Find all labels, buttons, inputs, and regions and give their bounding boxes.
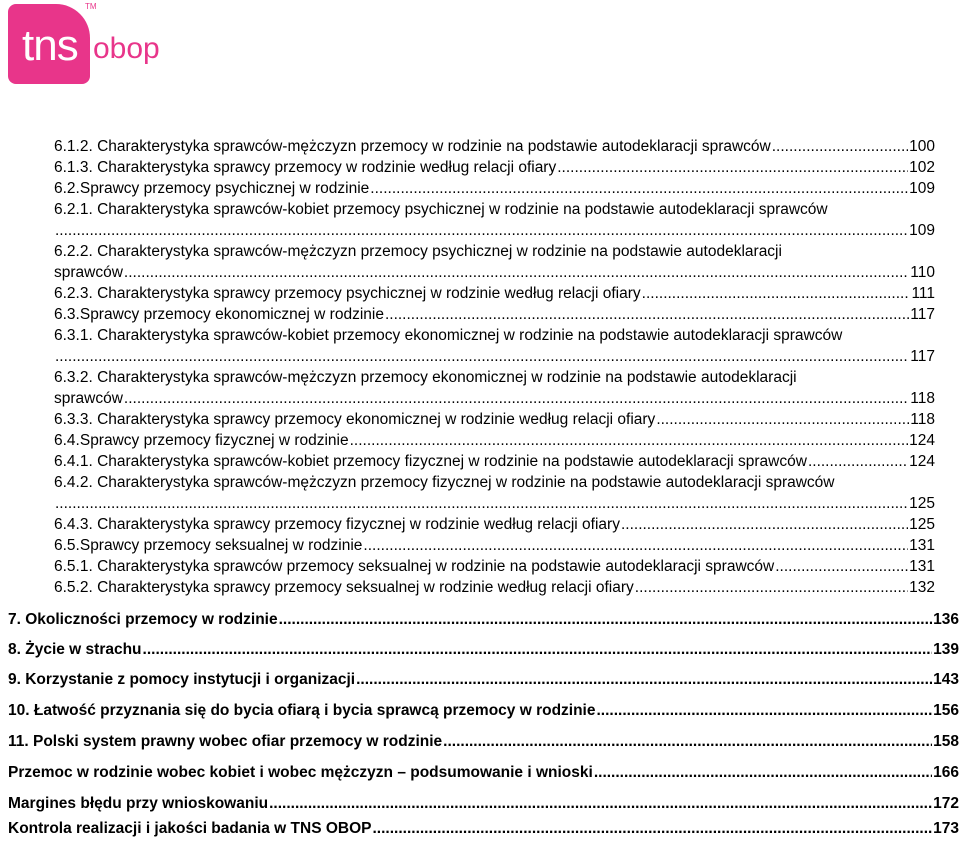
toc-entry[interactable] [54, 535, 935, 556]
toc-page-number: 139 [933, 641, 959, 658]
toc-page-number: 124 [909, 432, 935, 449]
toc-leader-dots [621, 514, 908, 535]
toc-entry[interactable] [54, 451, 935, 472]
toc-page-number: 109 [909, 222, 935, 239]
toc-leader-dots [635, 577, 908, 598]
toc-page-number: 143 [933, 671, 959, 688]
toc-entry-title: 6.2.1. Charakterystyka sprawców-kobiet przemocy psychicznej w rodzinie na podstawie autodeklaracji sprawców [54, 201, 828, 218]
toc-chapter[interactable] [8, 793, 959, 814]
toc-entry[interactable] [54, 325, 935, 367]
toc-entry-title: 6.2.2. Charakterystyka sprawców-mężczyzn przemocy psychicznej w rodzinie na podstawie autodeklaracji [54, 243, 782, 260]
toc-entry[interactable] [54, 409, 935, 430]
toc-leader-dots [370, 178, 908, 199]
toc-entry-title: 6.4.3. Charakterystyka sprawcy przemocy fizycznej w rodzinie według relacji ofiary [54, 516, 620, 533]
toc-entry-title-cont: sprawców [54, 390, 123, 407]
tns-logo [8, 4, 90, 84]
toc-entry-title: 6.5.Sprawcy przemocy seksualnej w rodzinie [54, 537, 363, 554]
toc-page-number: 124 [909, 453, 935, 470]
toc-leader-dots [642, 283, 911, 304]
toc-entry[interactable] [54, 577, 935, 598]
toc-page-number: 100 [909, 138, 935, 155]
toc-leader-dots [597, 700, 933, 721]
toc-page-number: 166 [933, 764, 959, 781]
toc-leader-dots [772, 136, 908, 157]
toc-entry-title: 6.4.2. Charakterystyka sprawców-mężczyzn przemocy fizycznej w rodzinie na podstawie autodeklaracji sprawców [54, 474, 835, 491]
toc-leader-dots [55, 220, 908, 241]
toc-page-number: 131 [909, 537, 935, 554]
toc-page-number: 136 [933, 611, 959, 628]
toc-chapter-title: Kontrola realizacji i jakości badania w TNS OBOP [8, 820, 372, 837]
toc-entry-title: 6.5.1. Charakterystyka sprawców przemocy seksualnej w rodzinie na podstawie autodeklaracji sprawców [54, 558, 775, 575]
toc-entry-title: 6.2.Sprawcy przemocy psychicznej w rodzinie [54, 180, 370, 197]
toc-page-number: 117 [910, 348, 935, 365]
logo-obop-text: obop [93, 32, 160, 65]
toc-entry[interactable] [54, 241, 935, 283]
toc-chapter[interactable] [8, 609, 959, 630]
toc-entry-title: 6.3.Sprawcy przemocy ekonomicznej w rodzinie [54, 306, 384, 323]
toc-chapter-title: 10. Łatwość przyznania się do bycia ofiarą i bycia sprawcą przemocy w rodzinie [8, 702, 596, 719]
toc-leader-dots [557, 157, 908, 178]
toc-chapter-title: 9. Korzystanie z pomocy instytucji i organizacji [8, 671, 356, 688]
logo-trademark: TM [85, 2, 97, 11]
toc-chapter[interactable] [8, 639, 959, 660]
toc-entry[interactable] [54, 283, 935, 304]
toc-chapter[interactable] [8, 700, 959, 721]
toc-leader-dots [808, 451, 908, 472]
toc-page-number: 102 [909, 159, 935, 176]
toc-entry[interactable] [54, 430, 935, 451]
toc-chapter[interactable] [8, 669, 959, 690]
toc-page-number: 125 [909, 495, 935, 512]
toc-page-number: 118 [910, 411, 935, 428]
toc-entry-title: 6.2.3. Charakterystyka sprawcy przemocy psychicznej w rodzinie według relacji ofiary [54, 285, 641, 302]
toc-leader-dots [775, 556, 908, 577]
toc-entry-title: 6.5.2. Charakterystyka sprawcy przemocy seksualnej w rodzinie według relacji ofiary [54, 579, 634, 596]
toc-leader-dots [350, 430, 909, 451]
toc-leader-dots [656, 409, 909, 430]
toc-leader-dots [55, 493, 908, 514]
toc-chapter[interactable] [8, 818, 959, 839]
toc-page-number: 117 [910, 306, 935, 323]
toc-entry-title: 6.1.2. Charakterystyka sprawców-mężczyzn przemocy w rodzinie na podstawie autodeklaracji sprawców [54, 138, 771, 155]
toc-page-number: 173 [933, 820, 959, 837]
toc-entry[interactable] [54, 136, 935, 157]
toc-entry[interactable] [54, 556, 935, 577]
toc-entry-title: 6.3.2. Charakterystyka sprawców-mężczyzn przemocy ekonomicznej w rodzinie na podstawie autodeklaracji [54, 369, 797, 386]
toc-page-number: 158 [933, 733, 959, 750]
toc-chapter[interactable] [8, 762, 959, 783]
toc-chapter[interactable] [8, 731, 959, 752]
toc-leader-dots [373, 818, 933, 839]
toc-chapter-title: Przemoc w rodzinie wobec kobiet i wobec mężczyzn – podsumowanie i wnioski [8, 764, 593, 781]
toc-page-number: 131 [909, 558, 935, 575]
toc-leader-dots [363, 535, 908, 556]
toc-page-number: 132 [909, 579, 935, 596]
toc-entry-title: 6.4.1. Charakterystyka sprawców-kobiet przemocy fizycznej w rodzinie na podstawie autodeklaracji sprawców [54, 453, 807, 470]
toc-leader-dots [594, 762, 932, 783]
toc-entry-title: 6.4.Sprawcy przemocy fizycznej w rodzinie [54, 432, 349, 449]
toc-leader-dots [443, 731, 932, 752]
toc-leader-dots [269, 793, 932, 814]
toc-entry[interactable] [54, 157, 935, 178]
toc-entry[interactable] [54, 178, 935, 199]
toc-leader-dots [385, 304, 909, 325]
toc-entry[interactable] [54, 472, 935, 514]
toc-chapter-title: Margines błędu przy wnioskowaniu [8, 795, 269, 812]
toc-page-number: 109 [909, 180, 935, 197]
toc-leader-dots [124, 388, 909, 409]
toc-leader-dots [279, 609, 933, 630]
toc-entry[interactable] [54, 514, 935, 535]
toc-entry[interactable] [54, 199, 935, 241]
logo-brand-text: tns [22, 21, 78, 70]
toc-entry-title: 6.1.3. Charakterystyka sprawcy przemocy w rodzinie według relacji ofiary [54, 159, 557, 176]
toc-leader-dots [55, 346, 909, 367]
toc-leader-dots [124, 262, 909, 283]
toc-entry[interactable] [54, 367, 935, 409]
toc-chapter-title: 7. Okoliczności przemocy w rodzinie [8, 611, 278, 628]
toc-chapter-title: 11. Polski system prawny wobec ofiar przemocy w rodzinie [8, 733, 443, 750]
toc-chapter-title: 8. Życie w strachu [8, 641, 142, 658]
toc-entry-title: 6.3.1. Charakterystyka sprawców-kobiet przemocy ekonomicznej w rodzinie na podstawie autodeklaracji sprawców [54, 327, 843, 344]
toc-page-number: 110 [910, 264, 935, 281]
toc-page-number: 172 [933, 795, 959, 812]
toc-page-number: 156 [933, 702, 959, 719]
toc-leader-dots [143, 639, 933, 660]
toc-page-number: 118 [910, 390, 935, 407]
toc-entry-title: 6.3.3. Charakterystyka sprawcy przemocy ekonomicznej w rodzinie według relacji ofiary [54, 411, 656, 428]
toc-entry-title-cont: sprawców [54, 264, 123, 281]
toc-page-number: 111 [911, 285, 935, 302]
toc-page-number: 125 [909, 516, 935, 533]
toc-leader-dots [356, 669, 932, 690]
toc-entry[interactable] [54, 304, 935, 325]
